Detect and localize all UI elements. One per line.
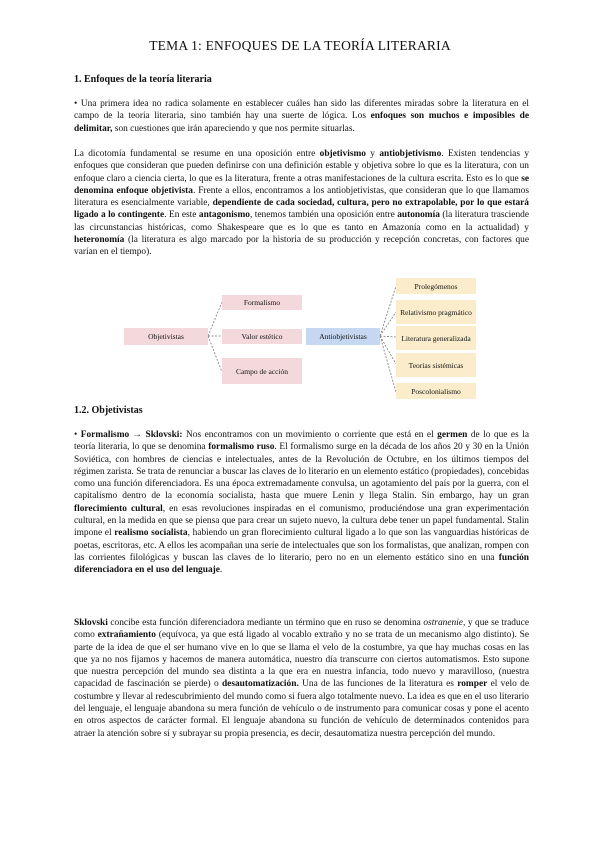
- emphasis-run: florecimiento cultural: [74, 503, 163, 514]
- text-run: . El formalismo surge en la década de los años 20 y 30 en la Unión Soviética, con hombres de ciencias e intelectuales, antes de la Revolución de Octubre, en los últimos tiempos del régimen zarista. Se trata de renunciar a buscar las claves de lo literario en un elemento estático (propiedades), concebidas como una función diferenciadora. Es una época extremadamente convulsa, un agotamiento del país por la guerra, con el capitalismo dentro de la economía socialista, hasta que muere Lenin y llega Stalin. Sin embargo, hay un gran: [74, 442, 530, 502]
- text-run: el velo de costumbre y llevar al redescubrimiento del mundo como si fuera algo totalmente nuevo. La idea es que en el uso literario del lenguaje, el lenguaje abandona su mera función de vehículo o de instrumento para comunicar cosas y pone el acento en otros aspectos de carácter formal. El lenguaje abandona su función de vehículo de determinados contenidos para atraer la atención sobre sí y subrayar su propia presencia, es decir, desautomatiza nuestra percepción del mundo.: [74, 679, 529, 739]
- paragraph-dicotomia: [74, 148, 529, 259]
- text-run: Nos encontramos con un movimiento o corriente que está en el: [182, 430, 438, 440]
- node-campo-de-accion: Campo de acción: [222, 358, 302, 384]
- text-run: , y que se traduce como: [74, 618, 529, 641]
- text-run: .: [219, 565, 223, 576]
- text-run: y: [365, 149, 380, 159]
- section-heading-enfoques: 1. Enfoques de la teoría literaria: [74, 74, 212, 85]
- text-run: , habiendo un gran florecimiento cultural ligado a lo que son las vanguardias históricas de poetas, escritoras, etc. A ellos les acompañan una serie de intelectuales que son los formalistas, que analizan, rompen con las corrientes filológicas y buscan las claves de lo literario, pero no en un elemento estático sino en una: [74, 528, 530, 563]
- text-run: La dicotomía fundamental se resume en una oposición entre: [74, 149, 320, 159]
- emphasis-run: Formalismo → Sklovski:: [80, 430, 183, 440]
- node-antiobjetivistas: Antiobjetivistas: [306, 328, 380, 345]
- emphasis-run: germen: [437, 430, 468, 440]
- emphasis-run: extrañamiento: [97, 630, 156, 641]
- text-run: son cuestiones que irán apareciendo y que nos permite situarlas.: [112, 123, 355, 134]
- emphasis-run: dependiente de cada sociedad, cultura, pero no extrapolable, por lo que estará ligado a lo contingente: [74, 198, 529, 221]
- text-run: concibe esta función diferenciadora mediante un término que en ruso se denomina: [107, 618, 424, 628]
- node-valor-estetico: Valor estético: [222, 329, 302, 344]
- section-heading-objetivistas: 1.2. Objetivistas: [74, 405, 143, 416]
- text-run: . Frente a ellos, encontramos a los antiobjetivistas, que consideran que lo que llamamos literatura es esencialmente variable,: [74, 185, 529, 209]
- text-run: , tenemos también una oposición entre: [249, 210, 398, 221]
- node-prolegomenos: Prolegómenos: [396, 278, 476, 294]
- text-run: (la literatura trasciende las circunstancias históricas, como Shakespeare que es lo que es tanto en Amazonía como en la actualidad) y: [74, 210, 529, 233]
- emphasis-run: enfoques son muchos e imposibles de delimitar,: [74, 111, 529, 134]
- emphasis-run: se denomina enfoque objetivista: [74, 173, 529, 196]
- emphasis-run: realismo socialista: [114, 528, 188, 539]
- node-teorias-sistemicas: Teorías sistémicas: [396, 353, 476, 377]
- node-literatura-generalizada: Literatura generalizada: [396, 326, 476, 350]
- italic-run: ostranenie: [423, 618, 463, 628]
- emphasis-run: función diferenciadora en el uso del lenguaje: [74, 552, 529, 576]
- text-run: , en esas revoluciones inspiradas en el comunismo, produciéndose una gran experimentación cultural, en la medida en que se piensa que para crear un sujeto nuevo, la cultura debe tener un papel fundamental. Stalin impone el: [74, 503, 529, 539]
- concept-diagram: [118, 274, 480, 400]
- emphasis-run: Sklovski: [74, 618, 108, 628]
- text-run: de lo que es la teoría literaria, lo que se denomina: [74, 430, 529, 453]
- page-title: TEMA 1: ENFOQUES DE LA TEORÍA LITERARIA: [149, 38, 451, 53]
- text-run: •: [74, 430, 81, 440]
- text-run: . En este: [164, 210, 199, 221]
- text-run: (equívoca, ya que está ligado al vocablo extraño y no se trata de un mecanismo algo distinto). Se parte de la idea de que el ser humano vive en lo que se llama el velo de la costumbre, ya que hay muchas cosas en las que ya no nos fijamos y hacemos de manera automática, nuestro día transcurre con ciertos automatismos. Esto supone que nuestra percepción del mundo sea distinta a la que era en nuestra infancia, todo nuevo y maravilloso, (nuestra capacidad de fascinación se pierde) o: [74, 630, 529, 690]
- node-relativismo-pragmatico: Relativismo pragmático: [396, 300, 476, 324]
- emphasis-run: objetivismo: [319, 149, 366, 159]
- emphasis-run: romper: [457, 679, 488, 690]
- paragraph-sklovski: [74, 617, 529, 740]
- node-poscolonialismo: Poscolonialismo: [396, 383, 476, 399]
- emphasis-run: formalismo ruso: [208, 442, 275, 453]
- emphasis-run: antiobjetivismo: [379, 149, 442, 159]
- text-run: (la literatura es algo marcado por la historia de su producción y recepción concretas, con factores que varían en el tiempo).: [74, 235, 529, 258]
- node-formalismo: Formalismo: [222, 295, 302, 310]
- text-run: • Una primera idea no radica solamente en establecer cuáles han sido las diferentes miradas sobre la literatura en el campo de la teoría literaria, sino también hay una suerte de lógica. Los: [74, 99, 529, 122]
- emphasis-run: autonomía: [397, 210, 440, 221]
- node-objetivistas: Objetivistas: [124, 328, 208, 345]
- text-run: Una de las funciones de la literatura es: [298, 679, 458, 690]
- emphasis-run: antagonismo: [198, 210, 250, 221]
- text-run: . Existen tendencias y enfoques que consideran que pueden definirse con una definición estable y objetiva sobre lo que es la literatura, con un enfoque claro a ciencia cierta, lo que es la literatura, frente a otras manifestaciones de la cultura escrita. Esto es lo que: [74, 149, 530, 184]
- emphasis-run: desautomatización.: [221, 679, 299, 690]
- emphasis-run: heteronomía: [74, 235, 125, 246]
- paragraph-formalismo: [74, 429, 529, 577]
- paragraph-intro: [74, 98, 529, 135]
